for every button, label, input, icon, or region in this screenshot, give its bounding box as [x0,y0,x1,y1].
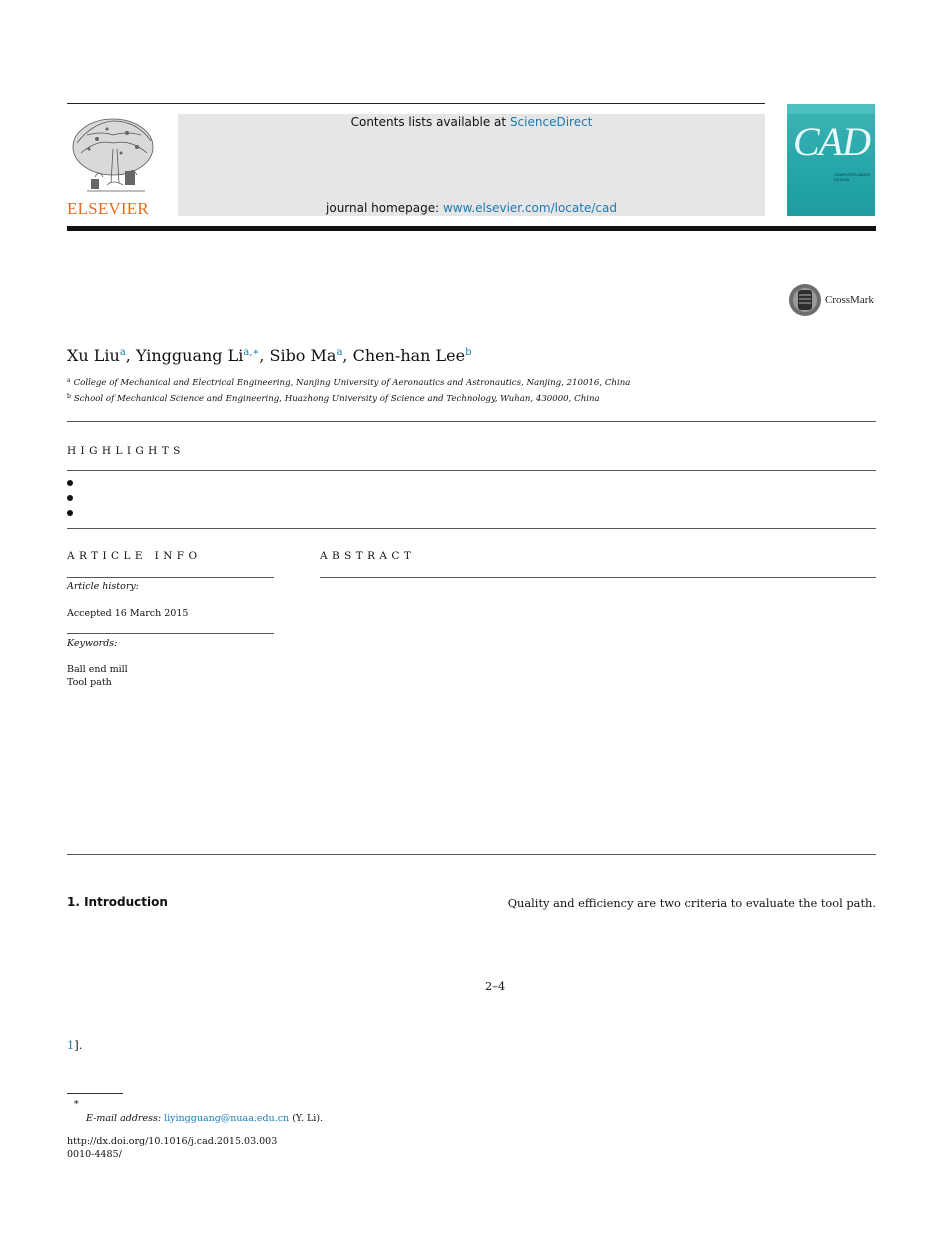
homepage-line [178,201,765,215]
author-separator: , [259,346,270,365]
header-thick-rule [67,226,876,231]
highlights-heading: HIGHLIGHTS [67,445,185,457]
sciencedirect-link[interactable]: ScienceDirect [509,115,593,129]
author-affiliation-mark[interactable]: a,∗ [243,347,260,358]
author-name: Sibo Ma [269,346,337,365]
affiliation-a [67,377,630,388]
crossmark-icon [788,283,824,317]
divider [67,633,274,634]
author-separator: , [125,346,136,365]
highlight-bullet [67,510,73,516]
citation-tail: ]. [74,1038,83,1052]
journal-cover [787,104,875,216]
author-list [67,346,472,365]
keyword-item: Ball end mill [67,664,128,675]
cover-title: CAD [793,119,870,164]
keywords-label: Keywords: [67,638,118,649]
affiliation-mark: b [67,393,71,400]
author-affiliation-mark[interactable]: b [465,347,472,358]
footnote-star: ∗ [73,1097,80,1108]
body-text-line: Quality and efficiency are two criteria to evaluate the tool path. [507,896,876,910]
affiliation-b [67,393,600,404]
header-top-rule [67,103,765,104]
accepted-date: Accepted 16 March 2015 [67,608,189,619]
affiliation-mark: a [67,377,71,384]
author-affiliation-mark[interactable]: a [119,347,126,358]
homepage-link[interactable]: www.elsevier.com/locate/cad [442,201,617,215]
doi-link[interactable]: http://dx.doi.org/10.1016/j.cad.2015.03.003 [67,1136,278,1147]
issn-text: 0010-4485/ [67,1149,122,1160]
citation-link[interactable]: 2–4 [485,979,506,993]
author-separator: , [342,346,353,365]
publisher-name: ELSEVIER [67,199,149,218]
footnote-email-line [86,1113,323,1124]
email-link[interactable]: liyingguang@nuaa.edu.cn [164,1113,290,1124]
divider [320,577,876,578]
author-affiliation-mark[interactable]: a [336,347,343,358]
keyword-item: Tool path [67,677,112,688]
author-name: Xu Liu [67,346,120,365]
cover-subtitle: COMPUTER-AIDED DESIGN [834,172,871,182]
highlight-bullet [67,495,73,501]
divider [67,470,876,471]
divider [67,528,876,529]
footnote-rule [67,1093,123,1094]
citation-fragment [67,1038,82,1052]
section-heading-introduction: 1. Introduction [67,895,168,909]
abstract-heading: ABSTRACT [320,550,416,562]
contents-prefix: Contents lists available at [350,115,510,129]
divider [67,577,274,578]
homepage-prefix: journal homepage: [326,201,443,215]
divider [67,421,876,422]
article-info-heading: ARTICLE INFO [67,550,202,562]
crossmark-label: CrossMark [825,294,874,306]
email-tail: (Y. Li). [289,1113,324,1124]
cover-strip [787,104,875,114]
citation-link[interactable]: 1 [67,1038,75,1052]
author-name: Chen-han Lee [352,346,466,365]
email-label: E-mail address: [86,1113,165,1124]
affiliation-text: School of Mechanical Science and Engineering, Huazhong University of Science and Technology, Wuhan, 430000, China [73,394,600,404]
article-history-label: Article history: [67,581,139,592]
highlight-bullet [67,480,73,486]
author-name: Yingguang Li [135,346,244,365]
contents-line [178,115,765,129]
divider [67,854,876,855]
affiliation-text: College of Mechanical and Electrical Engineering, Nanjing University of Aeronautics and Astronautics, Nanjing, 210016, China [73,378,631,388]
